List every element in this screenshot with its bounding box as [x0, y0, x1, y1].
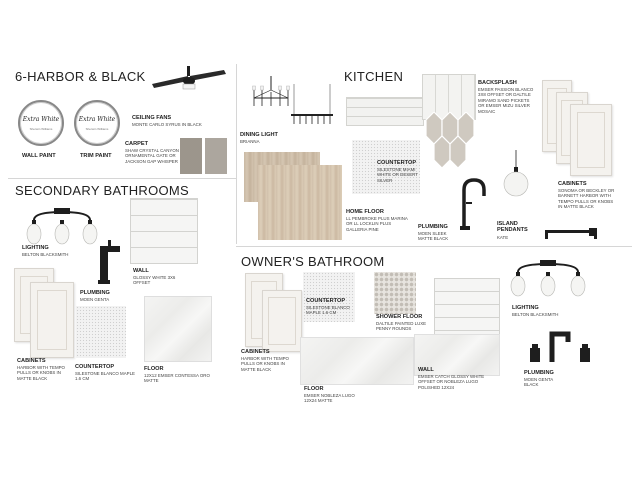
trim-paint-label: TRIM PAINT — [80, 153, 112, 159]
secondary-floor-tile — [144, 296, 212, 362]
backsplash-detail: EMSER PASSION BLANCO 3X8 OFFSET OR DALTILE MIRAMO SAND PICKETS OR EMSER MIZU SILVER MOSAIC — [478, 87, 534, 114]
owners-countertop-detail: SILESTONE BLANCO MAPLE 1.6 CM — [306, 305, 350, 316]
kitchen-countertop-detail: SILESTONE MIAMI WHITE OR DESERT SILVER — [377, 167, 418, 183]
kitchen-cabinet-door-3 — [570, 104, 612, 176]
dining-light-detail: BRIANNA — [240, 139, 260, 144]
owners-cabinet-door-2 — [262, 290, 302, 352]
owners-wall-detail: EMSER CATCH GLOSSY WHITE OFFSET OR NOBLEZA LUGO POLISHED 12X24 — [418, 374, 485, 390]
secondary-cabinets-label: CABINETS — [17, 358, 46, 364]
shower-floor-penny-tile — [374, 272, 416, 314]
secondary-lighting-detail: BELTON BLACKSMITH — [22, 252, 69, 257]
owners-plumbing-detail: MOEN GENTA BLACK — [524, 377, 553, 388]
horizontal-divider-right — [236, 246, 632, 247]
carpet-swatch-1 — [180, 138, 202, 174]
kitchen-plumbing-label: PLUMBING — [418, 224, 448, 230]
backsplash-mosaic-tile — [424, 112, 478, 174]
carpet-detail: SHAW CRYSTAL CANYON ORNAMENTAL GATE OR JACKSON GAP WHISPER — [125, 148, 179, 164]
secondary-floor-detail: 12X12 EMSER CONTESSA ORO MATTE — [144, 373, 210, 384]
kitchen-countertop-label: COUNTERTOP — [377, 160, 417, 166]
secondary-bathrooms-heading: SECONDARY BATHROOMS — [15, 183, 190, 198]
owners-floor-label: FLOOR — [304, 386, 324, 392]
secondary-faucet-icon — [96, 240, 122, 286]
owners-lighting-detail: BELTON BLACKSMITH — [512, 312, 559, 317]
secondary-cabinets-detail: HARBOR WITH TEMPO PULLS OR KNOBS IN MATTE BLACK — [17, 365, 65, 381]
island-pendants-detail: KATE — [497, 235, 509, 240]
owners-cabinets-label: CABINETS — [241, 349, 270, 355]
secondary-wall-detail: GLOSSY WHITE 3X6 OFFSET — [133, 275, 176, 286]
wall-paint-swatch — [18, 100, 64, 146]
swatch-brand: Sherwin Williams — [29, 127, 53, 131]
trim-paint-swatch — [74, 100, 120, 146]
owners-vanity-light-icon — [508, 258, 588, 298]
secondary-countertop-swatch — [76, 306, 126, 358]
shower-floor-detail: DALTILE PAINTED LUXE PENNY ROUNDS — [376, 321, 427, 332]
ceiling-fan-icon — [150, 64, 228, 104]
chandelier-icon — [250, 76, 292, 120]
owners-floor-detail: EMSER NOBLEZA LUGO 12X24 MATTE — [304, 393, 355, 404]
cabinet-knob-icon — [586, 226, 600, 240]
secondary-floor-label: FLOOR — [144, 366, 164, 372]
linear-pendant-icon — [290, 84, 334, 124]
home-floor-plank-2 — [258, 165, 342, 240]
secondary-countertop-detail: SILESTONE BLANCO MAPLE 1.6 CM — [75, 371, 135, 382]
swatch-brand: Sherwin Williams — [85, 127, 109, 131]
island-pendants-label: ISLAND PENDANTS — [497, 221, 528, 234]
backsplash-subway-tile — [346, 97, 424, 126]
carpet-label: CARPET — [125, 141, 148, 147]
owners-plumbing-label: PLUMBING — [524, 370, 554, 376]
swatch-name: Extra White — [22, 116, 60, 123]
kitchen-cabinets-detail: SONOMA OR BECKLEY OR BARNETT HARBOR WITH TEMPO PULLS OR KNOBS IN MATTE BLACK — [558, 188, 615, 210]
page-title: 6-HARBOR & BLACK — [15, 69, 146, 84]
kitchen-cabinets-label: CABINETS — [558, 181, 587, 187]
ceiling-fans-label: CEILING FANS — [132, 115, 172, 121]
owners-bathroom-heading: OWNER'S BATHROOM — [241, 254, 385, 269]
dining-light-label: DINING LIGHT — [240, 132, 278, 138]
kitchen-plumbing-detail: MOEN SLEEK MATTE BLACK — [418, 231, 449, 242]
vertical-divider-top — [236, 64, 237, 244]
kitchen-heading: KITCHEN — [344, 69, 404, 84]
island-pendant-icon — [502, 150, 530, 200]
home-floor-label: HOME FLOOR — [346, 209, 384, 215]
owners-cabinets-detail: HARBOR WITH TEMPO PULLS OR KNOBS IN MATTE BLACK — [241, 356, 289, 372]
kitchen-faucet-icon — [456, 176, 492, 232]
ceiling-fans-detail: MONTE CARLO SYRUS IN BLACK — [132, 122, 202, 127]
owners-faucet-icon — [528, 326, 592, 364]
wall-paint-label: WALL PAINT — [22, 153, 56, 159]
secondary-plumbing-detail: MOEN GENTA — [80, 297, 110, 302]
owners-lighting-label: LIGHTING — [512, 305, 539, 311]
home-floor-detail: LL PEMBROKE PLUS MARINA OR LL LOCKLIN PLUS GALLERIA PINE — [346, 216, 408, 232]
horizontal-divider-left — [8, 178, 236, 179]
secondary-cabinet-door-2 — [30, 282, 74, 358]
backsplash-label: BACKSPLASH — [478, 80, 517, 86]
secondary-lighting-label: LIGHTING — [22, 245, 49, 251]
carpet-swatch-2 — [205, 138, 227, 174]
swatch-name: Extra White — [78, 116, 116, 123]
vanity-light-icon — [24, 206, 100, 246]
secondary-wall-label: WALL — [133, 268, 149, 274]
secondary-plumbing-label: PLUMBING — [80, 290, 110, 296]
owners-countertop-label: COUNTERTOP — [306, 298, 346, 304]
shower-floor-label: SHOWER FLOOR — [376, 314, 423, 320]
secondary-wall-tile — [130, 198, 198, 264]
owners-floor-tile — [300, 337, 414, 385]
owners-wall-label: WALL — [418, 367, 434, 373]
secondary-countertop-label: COUNTERTOP — [75, 364, 115, 370]
